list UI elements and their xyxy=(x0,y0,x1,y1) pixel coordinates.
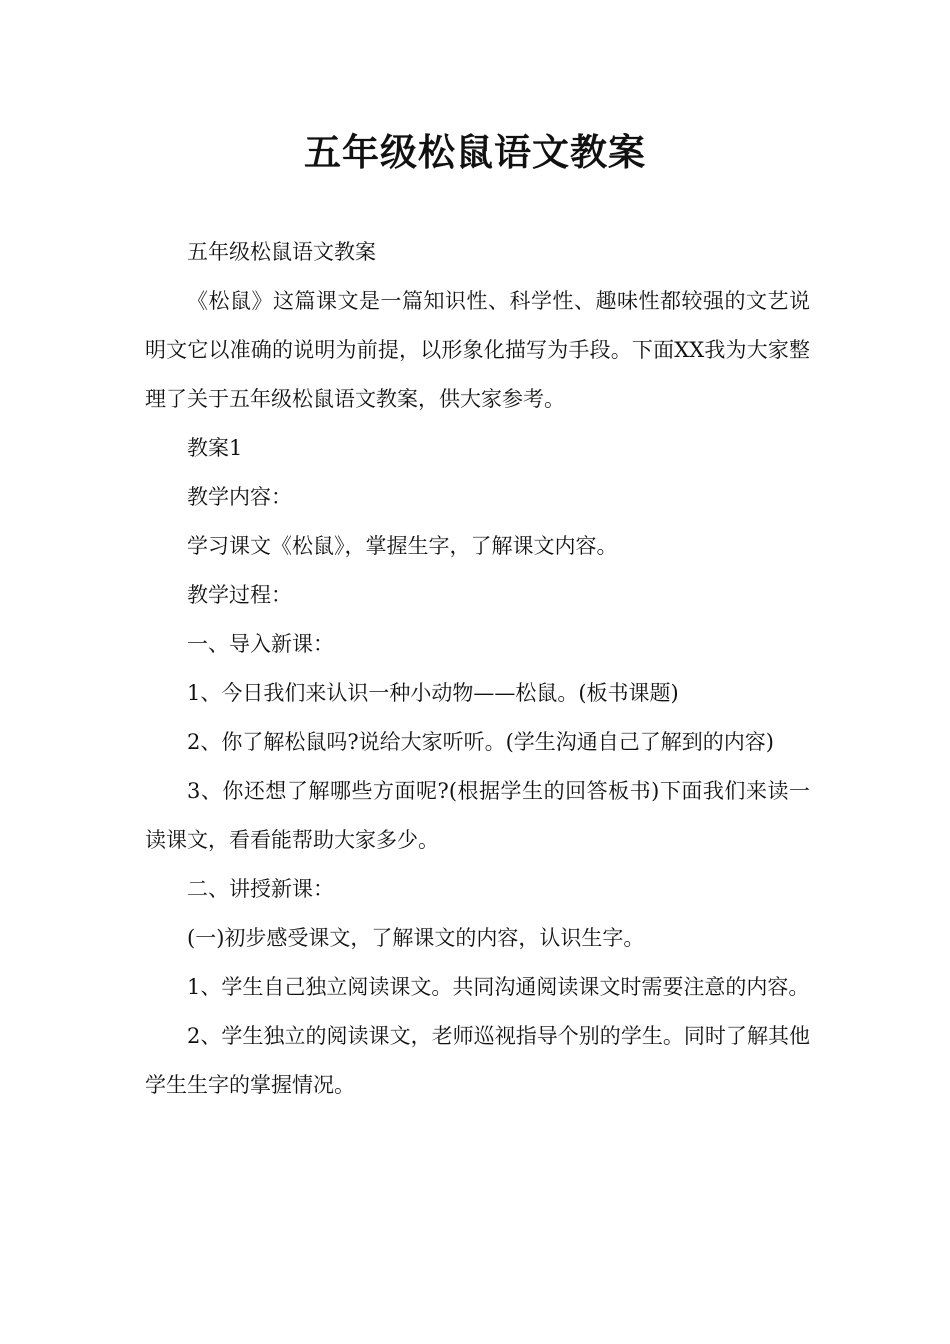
paragraph-step-3: 3、你还想了解哪些方面呢?(根据学生的回答板书)下面我们来读一读课文，看看能帮助大家多少。 xyxy=(145,779,810,852)
paragraph-teaching-process-label: 教学过程： xyxy=(187,583,292,607)
document-title: 五年级松鼠语文教案 xyxy=(304,131,646,174)
paragraph-intro: 《松鼠》这篇课文是一篇知识性、科学性、趣味性都较强的文艺说明文它以准确的说明为前提，以形象化描写为手段。下面XX我为大家整理了关于五年级松鼠语文教案，供大家参考。 xyxy=(145,289,810,411)
paragraph-section-one: 一、导入新课： xyxy=(187,632,334,656)
paragraph-step-2: 2、你了解松鼠吗?说给大家听听。(学生沟通自己了解到的内容) xyxy=(187,730,775,754)
paragraph-subsection-one: (一)初步感受课文，了解课文的内容，认识生字。 xyxy=(187,926,645,950)
paragraph-teaching-content-label: 教学内容： xyxy=(187,485,292,509)
paragraph-teaching-content: 学习课文《松鼠》，掌握生字，了解课文内容。 xyxy=(187,534,618,558)
document-body xyxy=(145,228,810,1110)
paragraph-substep-2: 2、学生独立的阅读课文，老师巡视指导个别的学生。同时了解其他学生生字的掌握情况。 xyxy=(145,1024,810,1097)
paragraph-substep-1: 1、学生自己独立阅读课文。共同沟通阅读课文时需要注意的内容。 xyxy=(187,975,810,999)
paragraph-section-two: 二、讲授新课： xyxy=(187,877,334,901)
paragraph-step-1: 1、今日我们来认识一种小动物——松鼠。(板书课题) xyxy=(187,681,679,705)
paragraph-subtitle: 五年级松鼠语文教案 xyxy=(187,240,376,264)
paragraph-lesson-heading: 教案1 xyxy=(187,436,243,460)
